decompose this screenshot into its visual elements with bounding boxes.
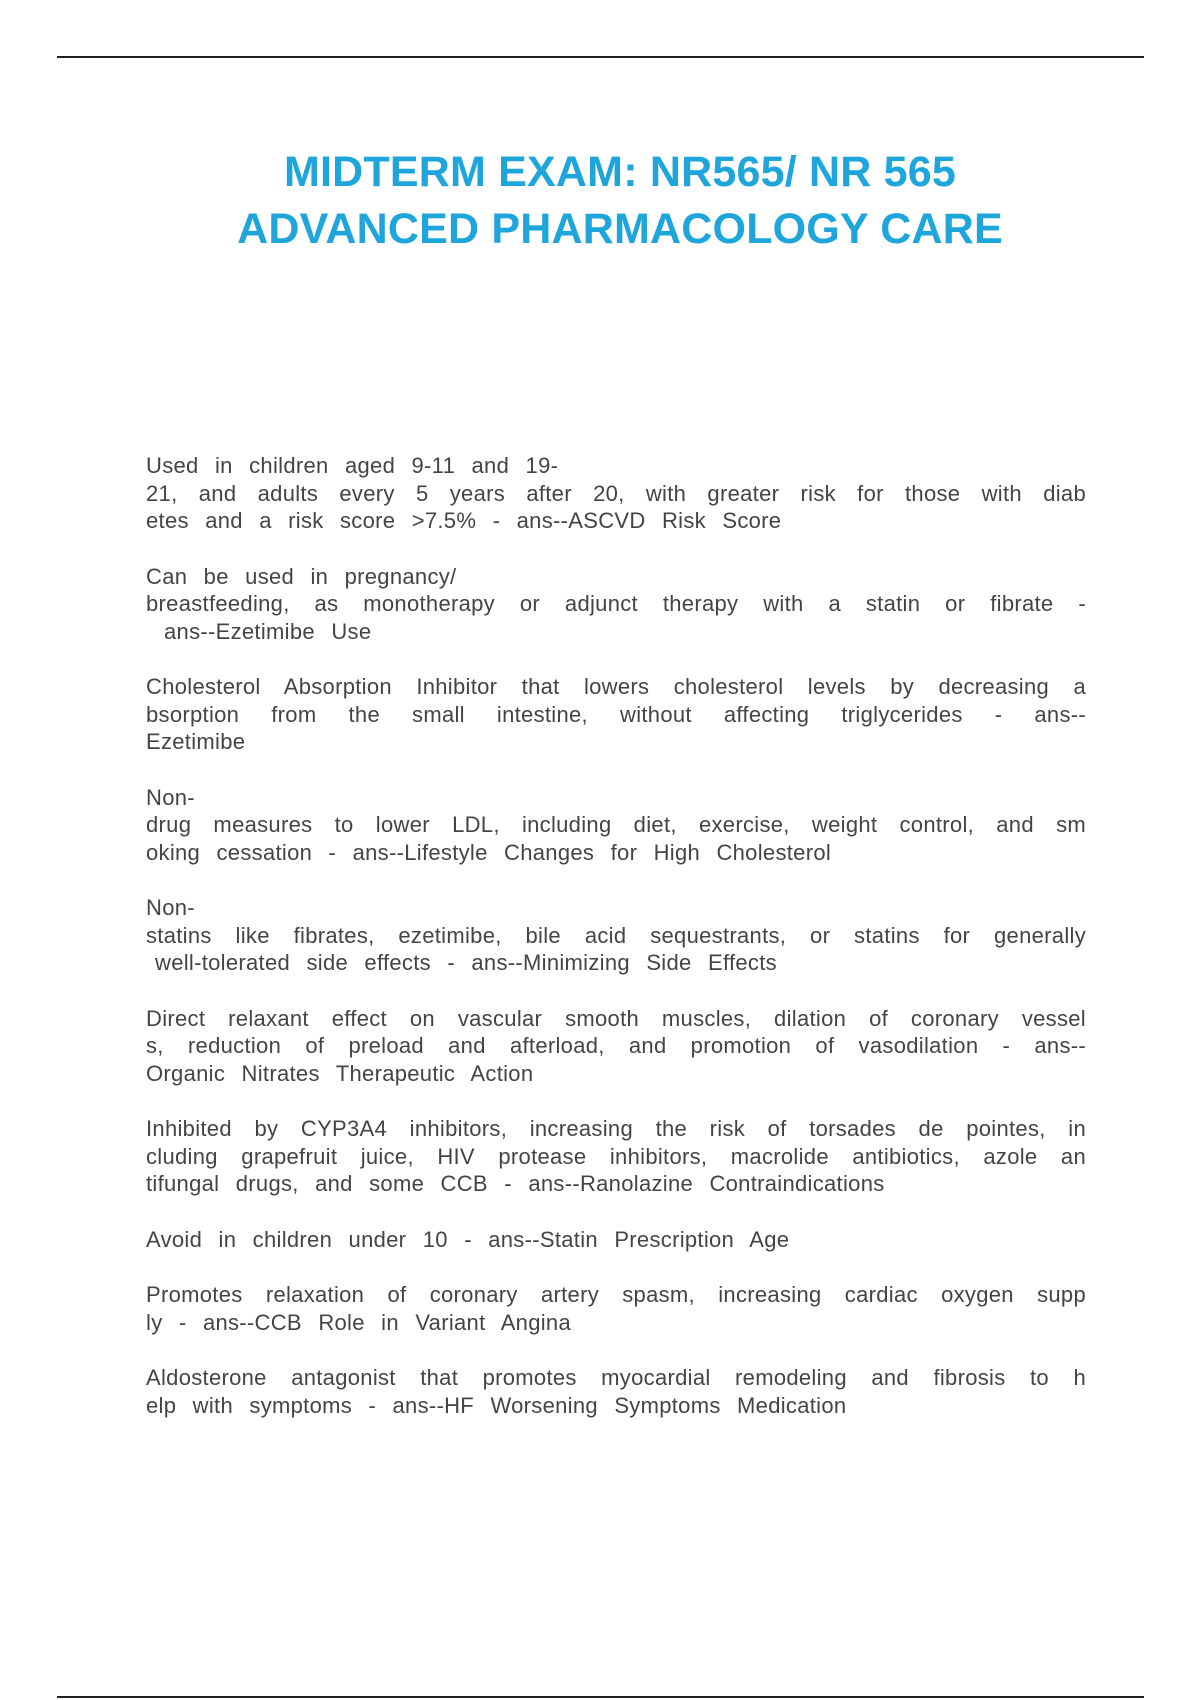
qa-line: Non- [146,895,195,920]
qa-line: tifungal drugs, and some CCB - ans--Ranolazine Contraindications [146,1171,885,1196]
qa-entry-ezetimibe-use [146,563,1086,646]
qa-line: elp with symptoms - ans--HF Worsening Symptoms Medication [146,1392,847,1418]
document-title [120,144,1120,258]
qa-line: well-tolerated side effects - ans--Minimizing Side Effects [155,950,777,975]
qa-line: ly - ans--CCB Role in Variant Angina [146,1309,571,1335]
qa-entry-hf-worsening-medication [146,1364,1086,1419]
qa-line: Organic Nitrates Therapeutic Action [146,1060,534,1086]
qa-entry-ezetimibe [146,673,1086,756]
qa-line: Non- [146,784,195,810]
qa-line: 21, and adults every 5 years after 20, with greater risk for those with diab [146,480,1086,506]
qa-line: breastfeeding, as monotherapy or adjunct therapy with a statin or fibrate - [146,591,1086,616]
qa-line: s, reduction of preload and afterload, and promotion of vasodilation - ans-- [146,1033,1086,1058]
qa-line: Inhibited by CYP3A4 inhibitors, increasing the risk of torsades de pointes, in [146,1116,1086,1141]
qa-line: Ezetimibe [146,729,246,754]
qa-line: Used in children aged 9-11 and 19- [146,453,559,478]
qa-entry-statin-prescription-age [146,1226,1086,1254]
top-divider [57,56,1144,58]
qa-line: cluding grapefruit juice, HIV protease inhibitors, macrolide antibiotics, azole an [146,1143,1086,1169]
qa-line: bsorption from the small intestine, without affecting triglycerides - ans-- [146,701,1086,727]
qa-line: Cholesterol Absorption Inhibitor that lowers cholesterol levels by decreasing a [146,674,1086,699]
qa-line: Aldosterone antagonist that promotes myocardial remodeling and fibrosis to h [146,1365,1086,1390]
qa-line: Direct relaxant effect on vascular smooth muscles, dilation of coronary vessel [146,1005,1086,1031]
title-line-1: MIDTERM EXAM: NR565/ NR 565 [283,148,957,196]
qa-line: oking cessation - ans--Lifestyle Changes for High Cholesterol [146,839,832,865]
qa-entry-ccb-variant-angina [146,1281,1086,1336]
qa-line: etes and a risk score >7.5% - ans--ASCVD Risk Score [146,508,782,533]
qa-line: ans--Ezetimibe Use [164,618,372,644]
qa-line: drug measures to lower LDL, including diet, exercise, weight control, and sm [146,812,1086,837]
bottom-divider [57,1696,1144,1698]
qa-entry-ascvd-risk-score [146,452,1086,535]
title-line-2: ADVANCED PHARMACOLOGY CARE [237,205,1003,253]
qa-entry-ranolazine-contraindications [146,1115,1086,1198]
qa-entry-organic-nitrates [146,1005,1086,1088]
qa-line: Can be used in pregnancy/ [146,563,457,589]
qa-line: statins like fibrates, ezetimibe, bile acid sequestrants, or statins for generally [146,922,1086,948]
qa-line: Promotes relaxation of coronary artery spasm, increasing cardiac oxygen supp [146,1282,1086,1307]
qa-list [146,452,1086,1447]
qa-entry-lifestyle-changes [146,784,1086,867]
qa-entry-minimizing-side-effects [146,894,1086,977]
qa-line: Avoid in children under 10 - ans--Statin Prescription Age [146,1226,790,1252]
